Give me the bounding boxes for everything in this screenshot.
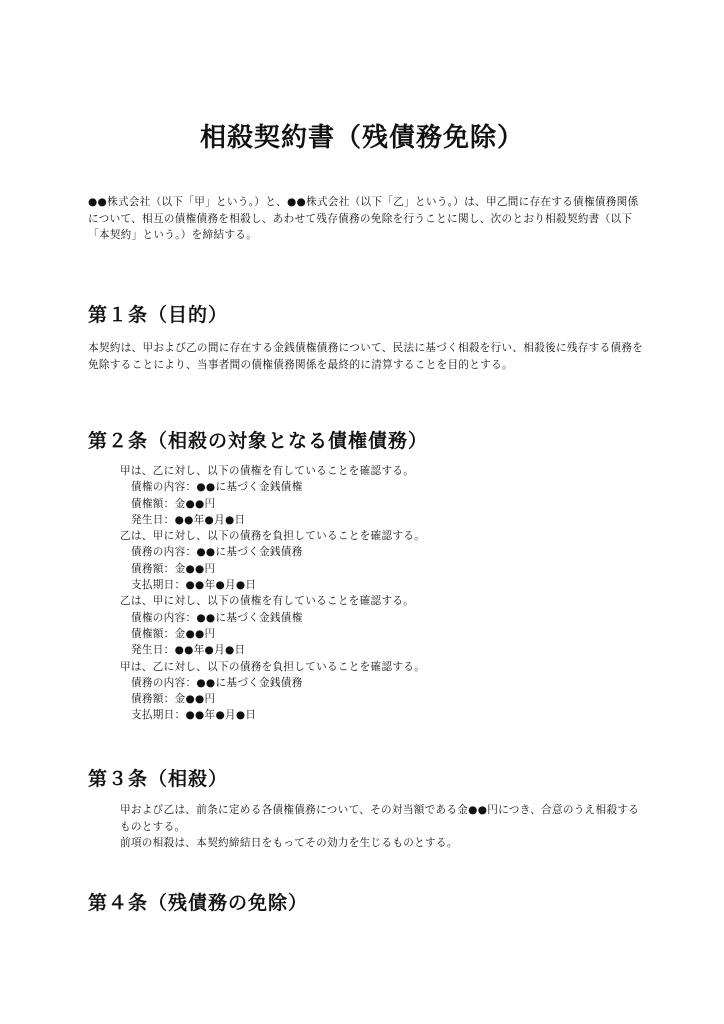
list-item: 甲は、乙に対し、以下の債務を負担していることを確認する。 <box>120 660 426 673</box>
list-item: 債権の内容：●●に基づく金銭債権 <box>131 481 303 494</box>
article-1-heading: 第１条（目的） <box>88 304 229 326</box>
list-item: 乙は、甲に対し、以下の債務を負担していることを確認する。 <box>120 530 426 543</box>
list-item: 債務の内容：●●に基づく金銭債務 <box>131 676 303 689</box>
list-item: 債務額：金●●円 <box>131 693 216 706</box>
article-3-paragraph-2: 前項の相殺は、本契約締結日をもってその効力を生じるものとする。 <box>120 837 458 849</box>
article-1-body: 本契約は、甲および乙の間に存在する金銭債権債務について、民法に基づく相殺を行い、相殺後に残存する債務を免除することにより、当事者間の債権債務関係を最終的に清算することを目的とする。 <box>88 342 644 371</box>
list-item: 支払期日：●●年●月●日 <box>131 709 257 722</box>
list-item: 乙は、甲に対し、以下の債権を有していることを確認する。 <box>120 595 415 608</box>
list-item: 債権額：金●●円 <box>131 627 216 640</box>
article-4-heading: 第４条（残債務の免除） <box>88 892 309 914</box>
article-2-list <box>120 463 425 724</box>
list-item: 甲は、乙に対し、以下の債権を有していることを確認する。 <box>120 465 415 477</box>
article-2-heading: 第２条（相殺の対象となる債権債務） <box>88 430 429 452</box>
document-title: 相殺契約書（残債務免除） <box>199 123 524 153</box>
list-item: 支払期日：●●年●月●日 <box>131 579 257 592</box>
list-item: 債権額：金●●円 <box>131 497 216 510</box>
preamble-paragraph: ●●株式会社（以下「甲」という。）と、●●株式会社（以下「乙」という。）は、甲乙間に存在する債権債務関係について、相互の債権債務を相殺し、あわせて残存債務の免除を行うことに関し、次のとおり相殺契約書（以下「本契約」という。）を締結する。 <box>88 196 639 241</box>
list-item: 発生日：●●年●月●日 <box>131 513 246 526</box>
article-3-paragraph-1: 甲および乙は、前条に定める各債権債務について、その対当額である金●●円につき、合意のうえ相殺するものとする。 <box>120 804 640 833</box>
article-3-heading: 第３条（相殺） <box>88 768 229 790</box>
list-item: 債務額：金●●円 <box>131 562 216 575</box>
list-item: 債権の内容：●●に基づく金銭債権 <box>131 611 303 624</box>
list-item: 発生日：●●年●月●日 <box>131 644 246 657</box>
list-item: 債務の内容：●●に基づく金銭債務 <box>131 546 303 559</box>
